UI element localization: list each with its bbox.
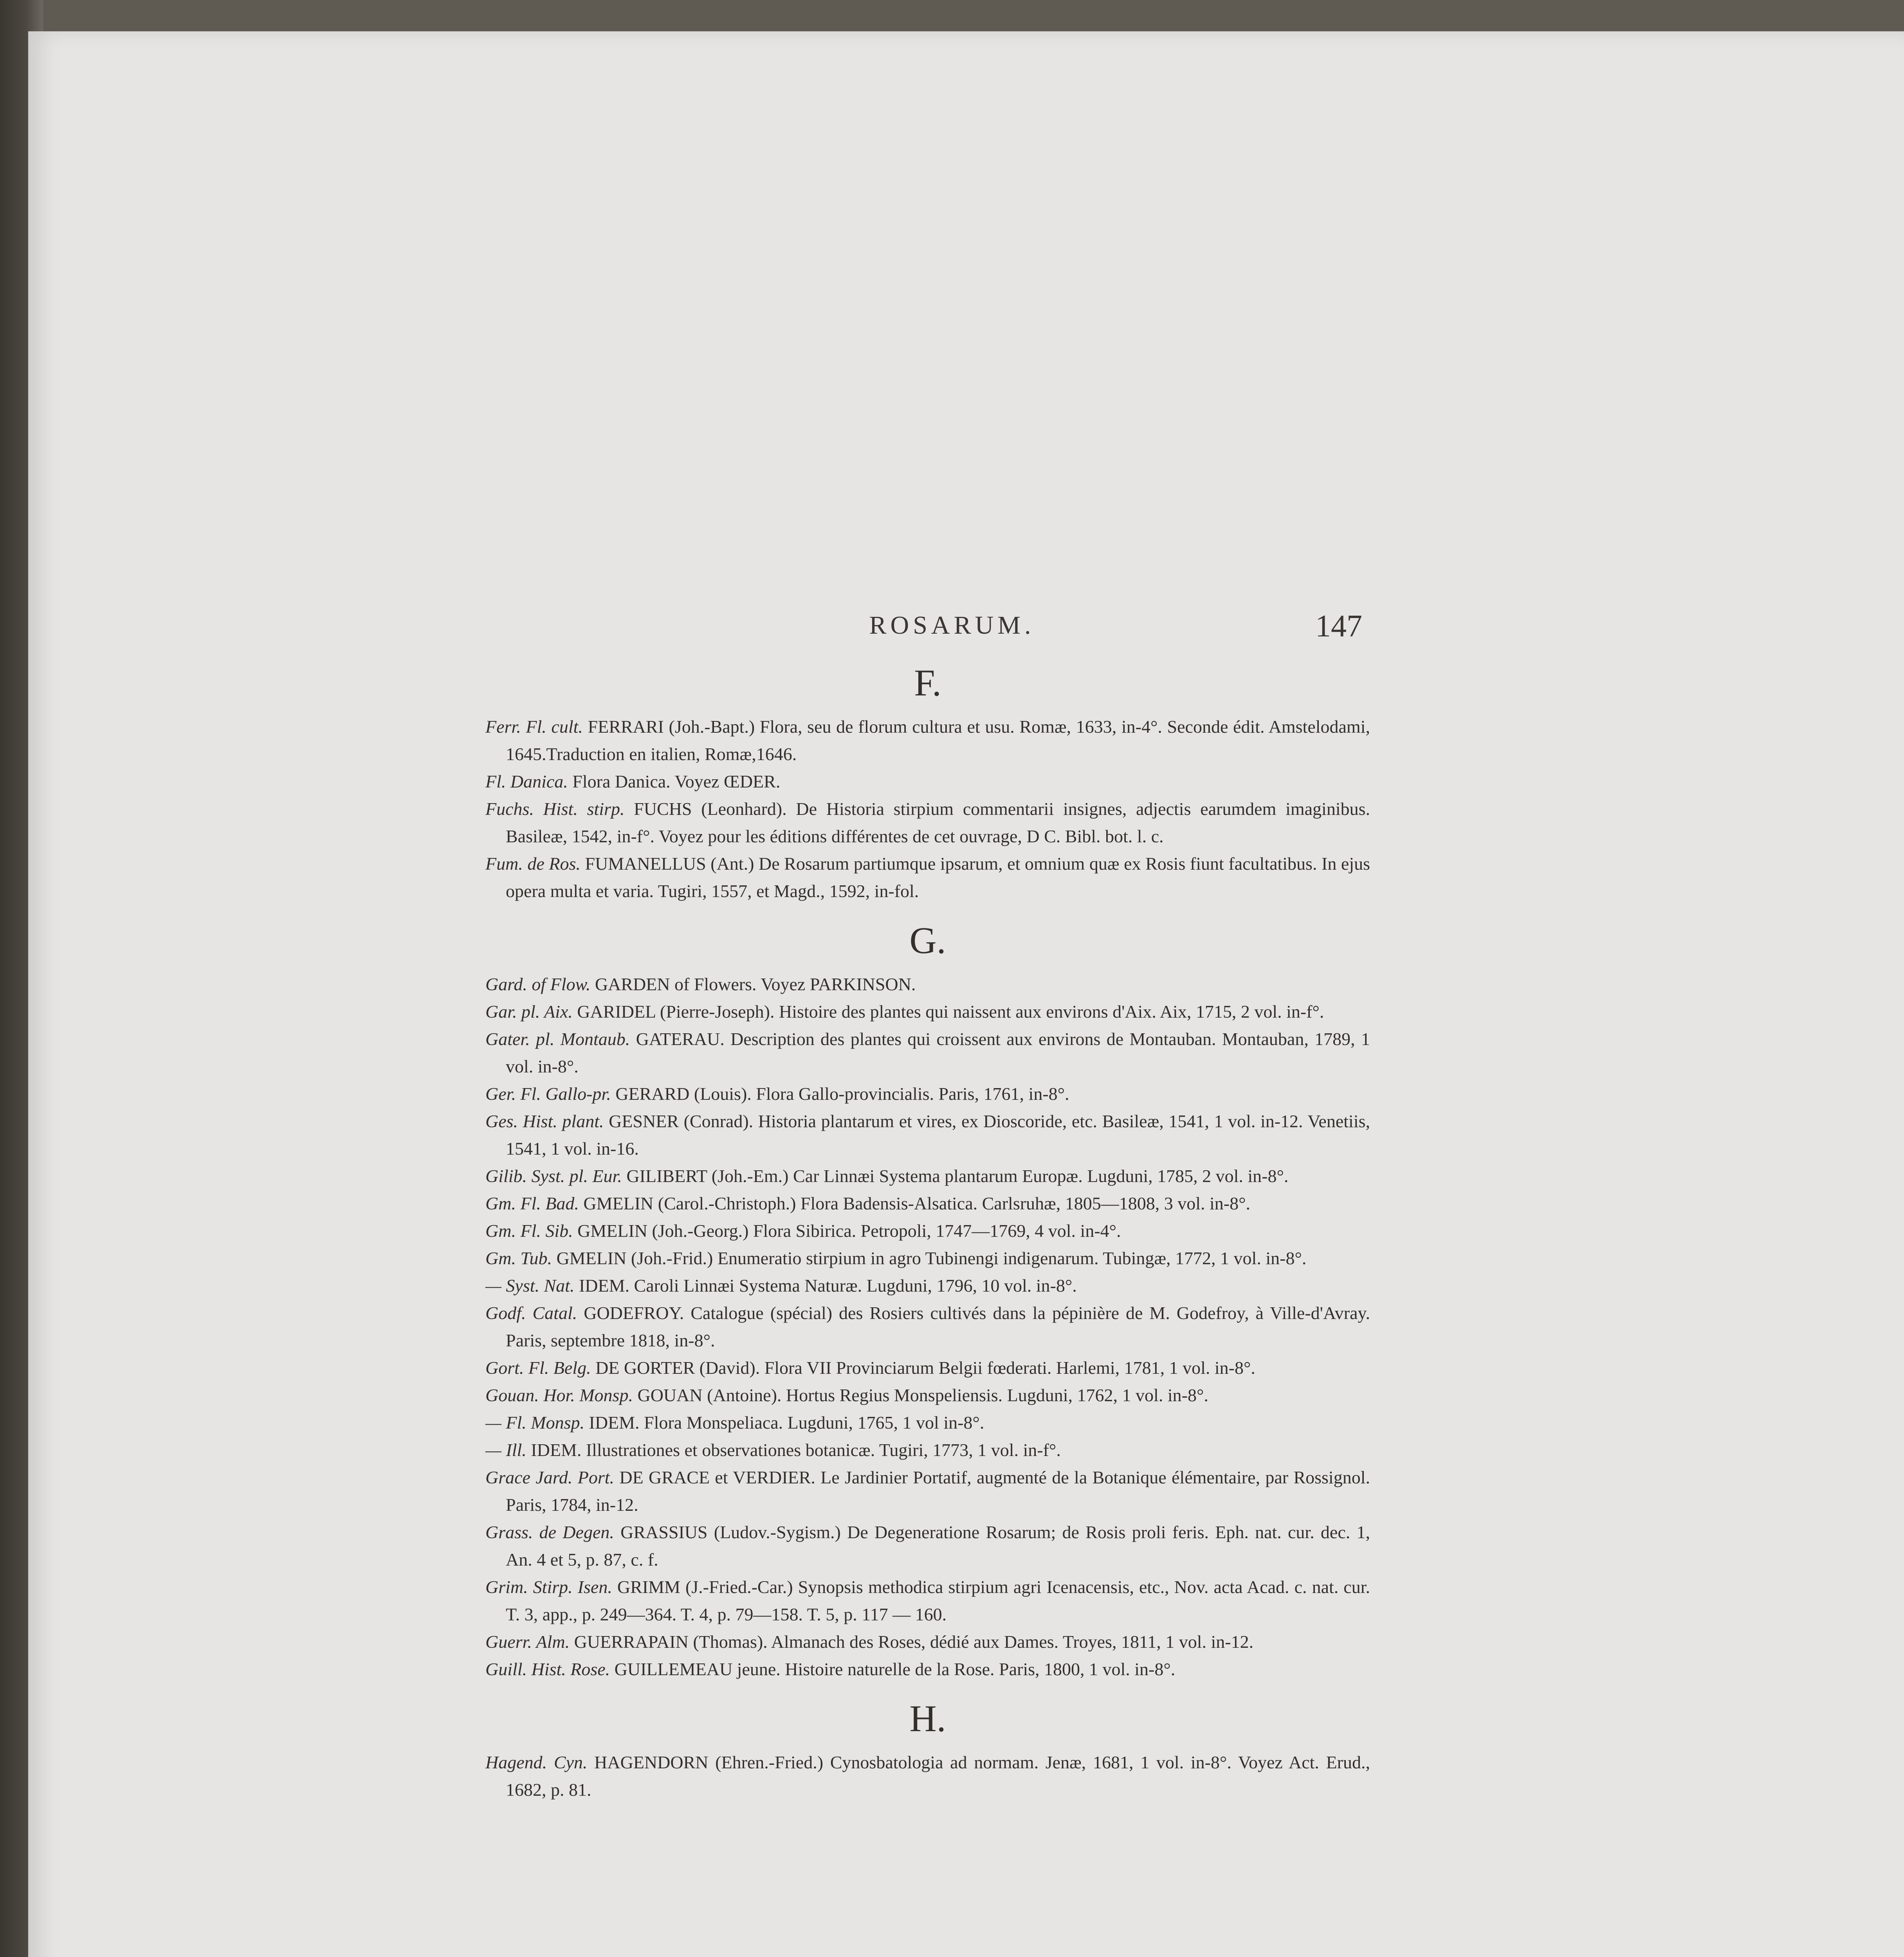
- entry-text: GOUAN (Antoine). Hortus Regius Monspeliensis. Lugduni, 1762, 1 vol. in-8°.: [637, 1385, 1208, 1405]
- entry-abbreviation: Fum. de Ros.: [485, 854, 581, 874]
- entry-text: GUILLEMEAU jeune. Histoire naturelle de la Rose. Paris, 1800, 1 vol. in-8°.: [614, 1659, 1176, 1679]
- entries-g: [485, 971, 1370, 1683]
- entry-abbreviation: Godf. Catal.: [485, 1303, 577, 1323]
- entry-abbreviation: Gm. Fl. Sib.: [485, 1221, 573, 1241]
- bibliography-entry: [485, 713, 1370, 768]
- entry-abbreviation: Grim. Stirp. Isen.: [485, 1577, 612, 1597]
- entry-abbreviation: Gm. Fl. Bad.: [485, 1193, 579, 1213]
- entry-abbreviation: — Ill.: [485, 1440, 526, 1460]
- entry-abbreviation: Gm. Tub.: [485, 1248, 552, 1268]
- bibliography-entry: [485, 1628, 1370, 1656]
- bibliography-entry: [485, 1272, 1370, 1299]
- bibliography-entry: [485, 1108, 1370, 1162]
- bibliography-entry: [485, 1080, 1370, 1108]
- entry-text: GERARD (Louis). Flora Gallo-provincialis. Paris, 1761, in-8°.: [615, 1084, 1069, 1104]
- bibliography-entry: [485, 1749, 1370, 1804]
- bibliography-text: [485, 661, 1370, 1818]
- entry-abbreviation: Ger. Fl. Gallo-pr.: [485, 1084, 611, 1104]
- entry-abbreviation: Gard. of Flow.: [485, 974, 591, 994]
- running-head: ROSARUM.: [869, 611, 1035, 640]
- entry-abbreviation: — Syst. Nat.: [485, 1276, 575, 1296]
- entry-text: GUERRAPAIN (Thomas). Almanach des Roses, dédié aux Dames. Troyes, 1811, 1 vol. in-12.: [574, 1632, 1254, 1652]
- bibliography-entry: [485, 1464, 1370, 1519]
- section-heading-f: F.: [914, 662, 941, 704]
- bibliography-entry: [485, 998, 1370, 1025]
- bibliography-entry: [485, 1519, 1370, 1573]
- entry-text: HAGENDORN (Ehren.-Fried.) Cynosbatologia ad normam. Jenæ, 1681, 1 vol. in-8°. Voyez Act. Erud., 1682, p. 81.: [506, 1752, 1370, 1800]
- entry-text: GARIDEL (Pierre-Joseph). Histoire des plantes qui naissent aux environs d'Aix. Aix, 1715, 2 vol. in-f°.: [577, 1002, 1324, 1022]
- entry-text: FUCHS (Leonhard). De Historia stirpium commentarii insignes, adjectis earumdem imaginibus. Basileæ, 1542, in-f°. Voyez pour les éditions différentes de cet ouvrage, D C. Bibl. bot. l. c.: [506, 799, 1370, 846]
- entry-text: IDEM. Caroli Linnæi Systema Naturæ. Lugduni, 1796, 10 vol. in-8°.: [579, 1276, 1077, 1296]
- entries-h: [485, 1749, 1370, 1804]
- section-heading-g: G.: [909, 919, 946, 961]
- bibliography-entry: [485, 1299, 1370, 1354]
- entry-text: GMELIN (Carol.-Christoph.) Flora Badensis-Alsatica. Carlsruhæ, 1805—1808, 3 vol. in-8°.: [583, 1193, 1250, 1213]
- page-number: 147: [1315, 609, 1362, 643]
- entry-text: GATERAU. Description des plantes qui croissent aux environs de Montauban. Montauban, 1789, 1 vol. in-8°.: [506, 1029, 1370, 1076]
- section-f: [485, 661, 1370, 905]
- entry-text: FERRARI (Joh.-Bapt.) Flora, seu de florum cultura et usu. Romæ, 1633, in-4°. Seconde édit. Amstelodami, 1645.Traduction en italien, Romæ,1646.: [506, 717, 1370, 764]
- entry-text: GILIBERT (Joh.-Em.) Car Linnæi Systema plantarum Europæ. Lugduni, 1785, 2 vol. in-8°.: [626, 1166, 1289, 1186]
- bibliography-entry: [485, 1245, 1370, 1272]
- entry-text: GARDEN of Flowers. Voyez PARKINSON.: [595, 974, 916, 994]
- entry-abbreviation: Gort. Fl. Belg.: [485, 1358, 591, 1378]
- entry-text: Flora Danica. Voyez ŒDER.: [572, 771, 781, 791]
- entry-text: IDEM. Flora Monspeliaca. Lugduni, 1765, 1 vol in-8°.: [589, 1413, 984, 1433]
- entry-text: GMELIN (Joh.-Georg.) Flora Sibirica. Petropoli, 1747—1769, 4 vol. in-4°.: [577, 1221, 1121, 1241]
- entry-abbreviation: — Fl. Monsp.: [485, 1413, 584, 1433]
- entry-abbreviation: Fl. Danica.: [485, 771, 568, 791]
- bibliography-entry: [485, 971, 1370, 998]
- entries-f: [485, 713, 1370, 905]
- entry-abbreviation: Ferr. Fl. cult.: [485, 717, 583, 737]
- bibliography-entry: [485, 1409, 1370, 1436]
- entry-abbreviation: Gar. pl. Aix.: [485, 1002, 573, 1022]
- entry-text: FUMANELLUS (Ant.) De Rosarum partiumque ipsarum, et omnium quæ ex Rosis fiunt facultatibus. In ejus opera multa et varia. Tugiri, 1557, et Magd., 1592, in-fol.: [506, 854, 1370, 901]
- entry-text: GMELIN (Joh.-Frid.) Enumeratio stirpium in agro Tubinengi indigenarum. Tubingæ, 1772, 1 vol. in-8°.: [556, 1248, 1307, 1268]
- entry-text: GESNER (Conrad). Historia plantarum et vires, ex Dioscoride, etc. Basileæ, 1541, 1 vol. in-12. Venetiis, 1541, 1 vol. in-16.: [506, 1111, 1370, 1159]
- entry-text: GODEFROY. Catalogue (spécial) des Rosiers cultivés dans la pépinière de M. Godefroy, à Ville-d'Avray. Paris, septembre 1818, in-8°.: [506, 1303, 1370, 1350]
- entry-text: DE GRACE et VERDIER. Le Jardinier Portatif, augmenté de la Botanique élémentaire, par Rossignol. Paris, 1784, in-12.: [506, 1467, 1370, 1515]
- bibliography-entry: [485, 1190, 1370, 1217]
- entry-text: GRASSIUS (Ludov.-Sygism.) De Degeneratione Rosarum; de Rosis proli feris. Eph. nat. cur. dec. 1, An. 4 et 5, p. 87, c. f.: [506, 1522, 1370, 1570]
- bibliography-entry: [485, 1025, 1370, 1080]
- bibliography-entry: [485, 1382, 1370, 1409]
- entry-abbreviation: Fuchs. Hist. stirp.: [485, 799, 625, 819]
- bibliography-entry: [485, 1656, 1370, 1683]
- bibliography-entry: [485, 1217, 1370, 1245]
- bibliography-entry: [485, 1354, 1370, 1382]
- entry-abbreviation: Gouan. Hor. Monsp.: [485, 1385, 633, 1405]
- entry-abbreviation: Guill. Hist. Rose.: [485, 1659, 610, 1679]
- bibliography-entry: [485, 1436, 1370, 1464]
- entry-abbreviation: Ges. Hist. plant.: [485, 1111, 604, 1131]
- bibliography-entry: [485, 795, 1370, 850]
- section-h: [485, 1697, 1370, 1804]
- entry-abbreviation: Gater. pl. Montaub.: [485, 1029, 630, 1049]
- entry-abbreviation: Guerr. Alm.: [485, 1632, 570, 1652]
- bibliography-entry: [485, 1162, 1370, 1190]
- entry-abbreviation: Hagend. Cyn.: [485, 1752, 588, 1772]
- entry-abbreviation: Grass. de Degen.: [485, 1522, 614, 1542]
- section-heading-h: H.: [909, 1698, 946, 1739]
- bibliography-entry: [485, 850, 1370, 905]
- bibliography-entry: [485, 768, 1370, 795]
- entry-text: DE GORTER (David). Flora VII Provinciarum Belgii fœderati. Harlemi, 1781, 1 vol. in-8°.: [595, 1358, 1255, 1378]
- entry-text: GRIMM (J.-Fried.-Car.) Synopsis methodica stirpium agri Icenacensis, etc., Nov. acta Acad. c. nat. cur. T. 3, app., p. 249—364. T. 4, p. 79—158. T. 5, p. 117 — 160.: [506, 1577, 1370, 1624]
- bibliography-entry: [485, 1573, 1370, 1628]
- section-g: [485, 919, 1370, 1683]
- entry-abbreviation: Gilib. Syst. pl. Eur.: [485, 1166, 622, 1186]
- entry-text: IDEM. Illustrationes et observationes botanicæ. Tugiri, 1773, 1 vol. in-f°.: [531, 1440, 1061, 1460]
- entry-abbreviation: Grace Jard. Port.: [485, 1467, 615, 1487]
